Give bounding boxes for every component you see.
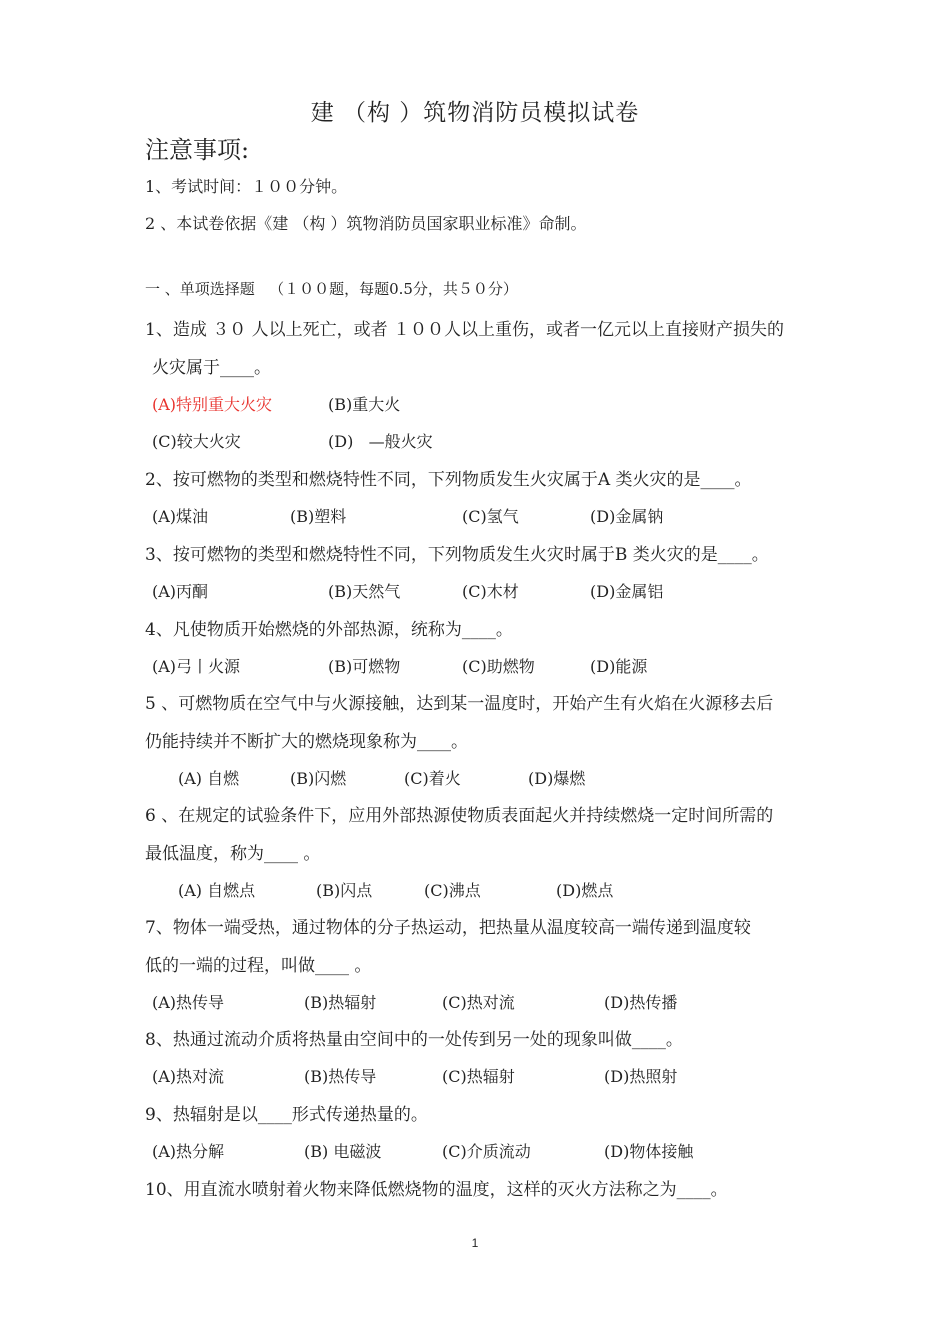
question-6-option-d: (D)燃点: [556, 881, 614, 900]
question-3-option-b: (B)天然气: [328, 582, 401, 601]
question-2-option-a: (A)煤油: [152, 507, 209, 526]
question-6-option-a: (A) 自燃点: [178, 881, 256, 900]
question-7-option-b: (B)热辐射: [304, 993, 377, 1012]
question-9-option-d: (D)物体接触: [604, 1142, 694, 1161]
question-7-option-a: (A)热传导: [152, 993, 225, 1012]
question-8-option-c: (C)热辐射: [442, 1067, 515, 1086]
question-1-option-a: (A)特别重大火灾: [152, 395, 273, 414]
question-9-option-c: (C)介质流动: [442, 1142, 531, 1161]
question-7-option-d: (D)热传播: [604, 993, 678, 1012]
question-1-line-1: 1、造成 ３０ 人以上死亡，或者 １００人以上重伤，或者一亿元以上直接财产损失的: [145, 320, 785, 340]
notice-item-1: 1、考试时间：１００分钟。: [145, 177, 348, 196]
question-8-option-a: (A)热对流: [152, 1067, 225, 1086]
page-title: 建 （构 ）筑物消防员模拟试卷: [310, 100, 640, 126]
question-3-option-a: (A)丙酮: [152, 582, 209, 601]
question-6-line-1: 6 、在规定的试验条件下，应用外部热源使物质表面起火并持续燃烧一定时间所需的: [145, 806, 774, 826]
question-3-line-1: 3、按可燃物的类型和燃烧特性不同，下列物质发生火灾时属于B 类火灾的是____。: [145, 545, 769, 565]
question-5-line-2: 仍能持续并不断扩大的燃烧现象称为____。: [145, 732, 468, 752]
notice-item-2: 2 、本试卷依据《建 （构 ）筑物消防员国家职业标准》命制。: [145, 214, 587, 233]
question-4-option-b: (B)可燃物: [328, 657, 401, 676]
question-5-option-d: (D)爆燃: [528, 769, 586, 788]
question-2-line-1: 2、按可燃物的类型和燃烧特性不同，下列物质发生火灾属于A 类火灾的是____。: [145, 470, 752, 490]
question-4-option-d: (D)能源: [590, 657, 648, 676]
question-3-option-d: (D)金属铝: [590, 582, 664, 601]
question-5-option-b: (B)闪燃: [290, 769, 347, 788]
question-2-option-c: (C)氢气: [462, 507, 519, 526]
question-8-option-d: (D)热照射: [604, 1067, 678, 1086]
question-1-line-2: 火灾属于____。: [152, 358, 271, 378]
question-2-option-b: (B)塑料: [290, 507, 347, 526]
question-9-option-a: (A)热分解: [152, 1142, 225, 1161]
question-1-option-c: (C)较大火灾: [152, 432, 241, 451]
question-2-option-d: (D)金属钠: [590, 507, 664, 526]
question-7-line-1: 7、物体一端受热，通过物体的分子热运动，把热量从温度较高一端传递到温度较: [145, 918, 751, 938]
question-1-option-d: (D) —般火灾: [328, 432, 433, 451]
question-4-option-a: (A)弓丨火源: [152, 657, 241, 676]
question-3-option-c: (C)木材: [462, 582, 519, 601]
page-number: 1: [471, 1236, 479, 1250]
question-4-line-1: 4、凡使物质开始燃烧的外部热源，统称为____。: [145, 620, 513, 640]
question-9-line-1: 9、热辐射是以____形式传递热量的。: [145, 1105, 428, 1125]
question-1-option-b: (B)重大火: [328, 395, 401, 414]
question-5-option-c: (C)着火: [404, 769, 461, 788]
question-5-line-1: 5 、可燃物质在空气中与火源接触，达到某一温度时，开始产生有火焰在火源移去后: [145, 694, 774, 714]
notice-heading: 注意事项:: [145, 136, 250, 164]
question-9-option-b: (B) 电磁波: [304, 1142, 382, 1161]
question-4-option-c: (C)助燃物: [462, 657, 535, 676]
question-7-line-2: 低的一端的过程，叫做____ 。: [145, 956, 372, 976]
question-8-option-b: (B)热传导: [304, 1067, 377, 1086]
question-6-line-2: 最低温度，称为____ 。: [145, 844, 321, 864]
question-6-option-b: (B)闪点: [316, 881, 373, 900]
question-5-option-a: (A) 自燃: [178, 769, 240, 788]
question-6-option-c: (C)沸点: [424, 881, 481, 900]
question-10-line-1: 10、用直流水喷射着火物来降低燃烧物的温度，这样的灭火方法称之为____。: [145, 1180, 728, 1200]
section-heading: 一 、单项选择题 （１００题，每题0.5分，共５０分）: [145, 280, 518, 298]
question-7-option-c: (C)热对流: [442, 993, 515, 1012]
question-8-line-1: 8、热通过流动介质将热量由空间中的一处传到另一处的现象叫做____。: [145, 1030, 683, 1050]
